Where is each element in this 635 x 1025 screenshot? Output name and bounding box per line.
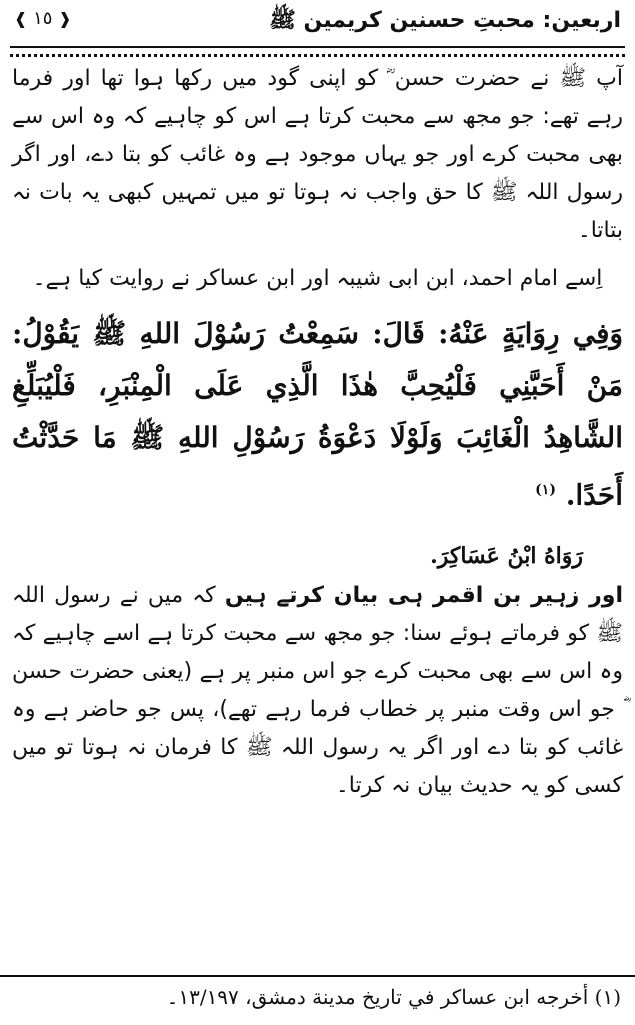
page-header [0, 0, 635, 44]
paragraph-attribution: اِسے امام احمد، ابن ابی شیبہ اور ابن عساکر نے روایت کیا ہے۔ [32, 266, 603, 291]
riwayah-line: رَوَاهُ ابْنُ عَسَاكِرَ. [430, 543, 583, 570]
page-body [12, 60, 623, 805]
ornament-icon: ❰ [14, 9, 28, 28]
ornament-icon: ❱ [58, 9, 72, 28]
page-number [14, 8, 72, 29]
arabic-text: وَفِي رِوَايَةٍ عَنْهُ: قَالَ: سَمِعْتُ رَسُوْلَ اللهِ ﷺ يَقُوْلُ: مَنْ أَحَبَّنِي فَلْيُحِبَّ هٰذَا الَّذِي عَلَى الْمِنْبَرِ، فَلْيُبَلِّغِ الشَّاهِدُ الْغَائِبَ وَلَوْلَا دَعْوَةُ رَسُوْلِ اللهِ ﷺ مَا حَدَّثْتُ أَحَدًا. [12, 317, 623, 512]
paragraph-3-body: کہ میں نے رسول اللہ ﷺ کو فرماتے ہوئے سنا: جو مجھ سے محبت کرتا ہے اسے چاہیے کہ وہ اس سے بھی محبت کرے جو اس منبر پر ہے (یعنی حضرت حسن ؓ جو اس وقت منبر پر خطاب فرما رہے تھے)، پس جو حاضر ہے وہ غائب کو بتا دے اور اگر یہ رسول اللہ ﷺ کا فرمان نہ ہوتا تو میں کسی کو یہ حدیث بیان نہ کرتا۔ [12, 583, 623, 799]
footnote-ref: (١) [535, 482, 556, 498]
paragraph-1: آپ ﷺ نے حضرت حسن ؓ کو اپنی گود میں رکھا ہوا تھا اور فرما رہے تھے: جو مجھ سے محبت کرتا ہے اس کو چاہیے کہ وہ اس سے بھی محبت کرے اور جو یہاں موجود ہے وہ غائب کو بتا دے، اور اگر رسول اللہ ﷺ کا حق واجب نہ ہوتا تو میں تمہیں کبھی یہ بات نہ بتاتا۔ [12, 66, 623, 243]
running-title: اربعین: محبتِ حسنین کریمین ﷺ [269, 8, 621, 33]
paragraph-3-lead: اور زہیر بن اقمر ہی بیان کرتے ہیں [224, 583, 623, 609]
page-number-text: ١٥ [33, 8, 53, 29]
footnote-rule [0, 975, 635, 977]
footnote: (١) أخرجه ابن عساكر في تاريخ مدينة دمشق، ١٣/١٩٧۔ [166, 985, 621, 1009]
arabic-hadith [12, 308, 623, 521]
header-rule [10, 46, 625, 57]
paragraph-3 [12, 577, 623, 805]
